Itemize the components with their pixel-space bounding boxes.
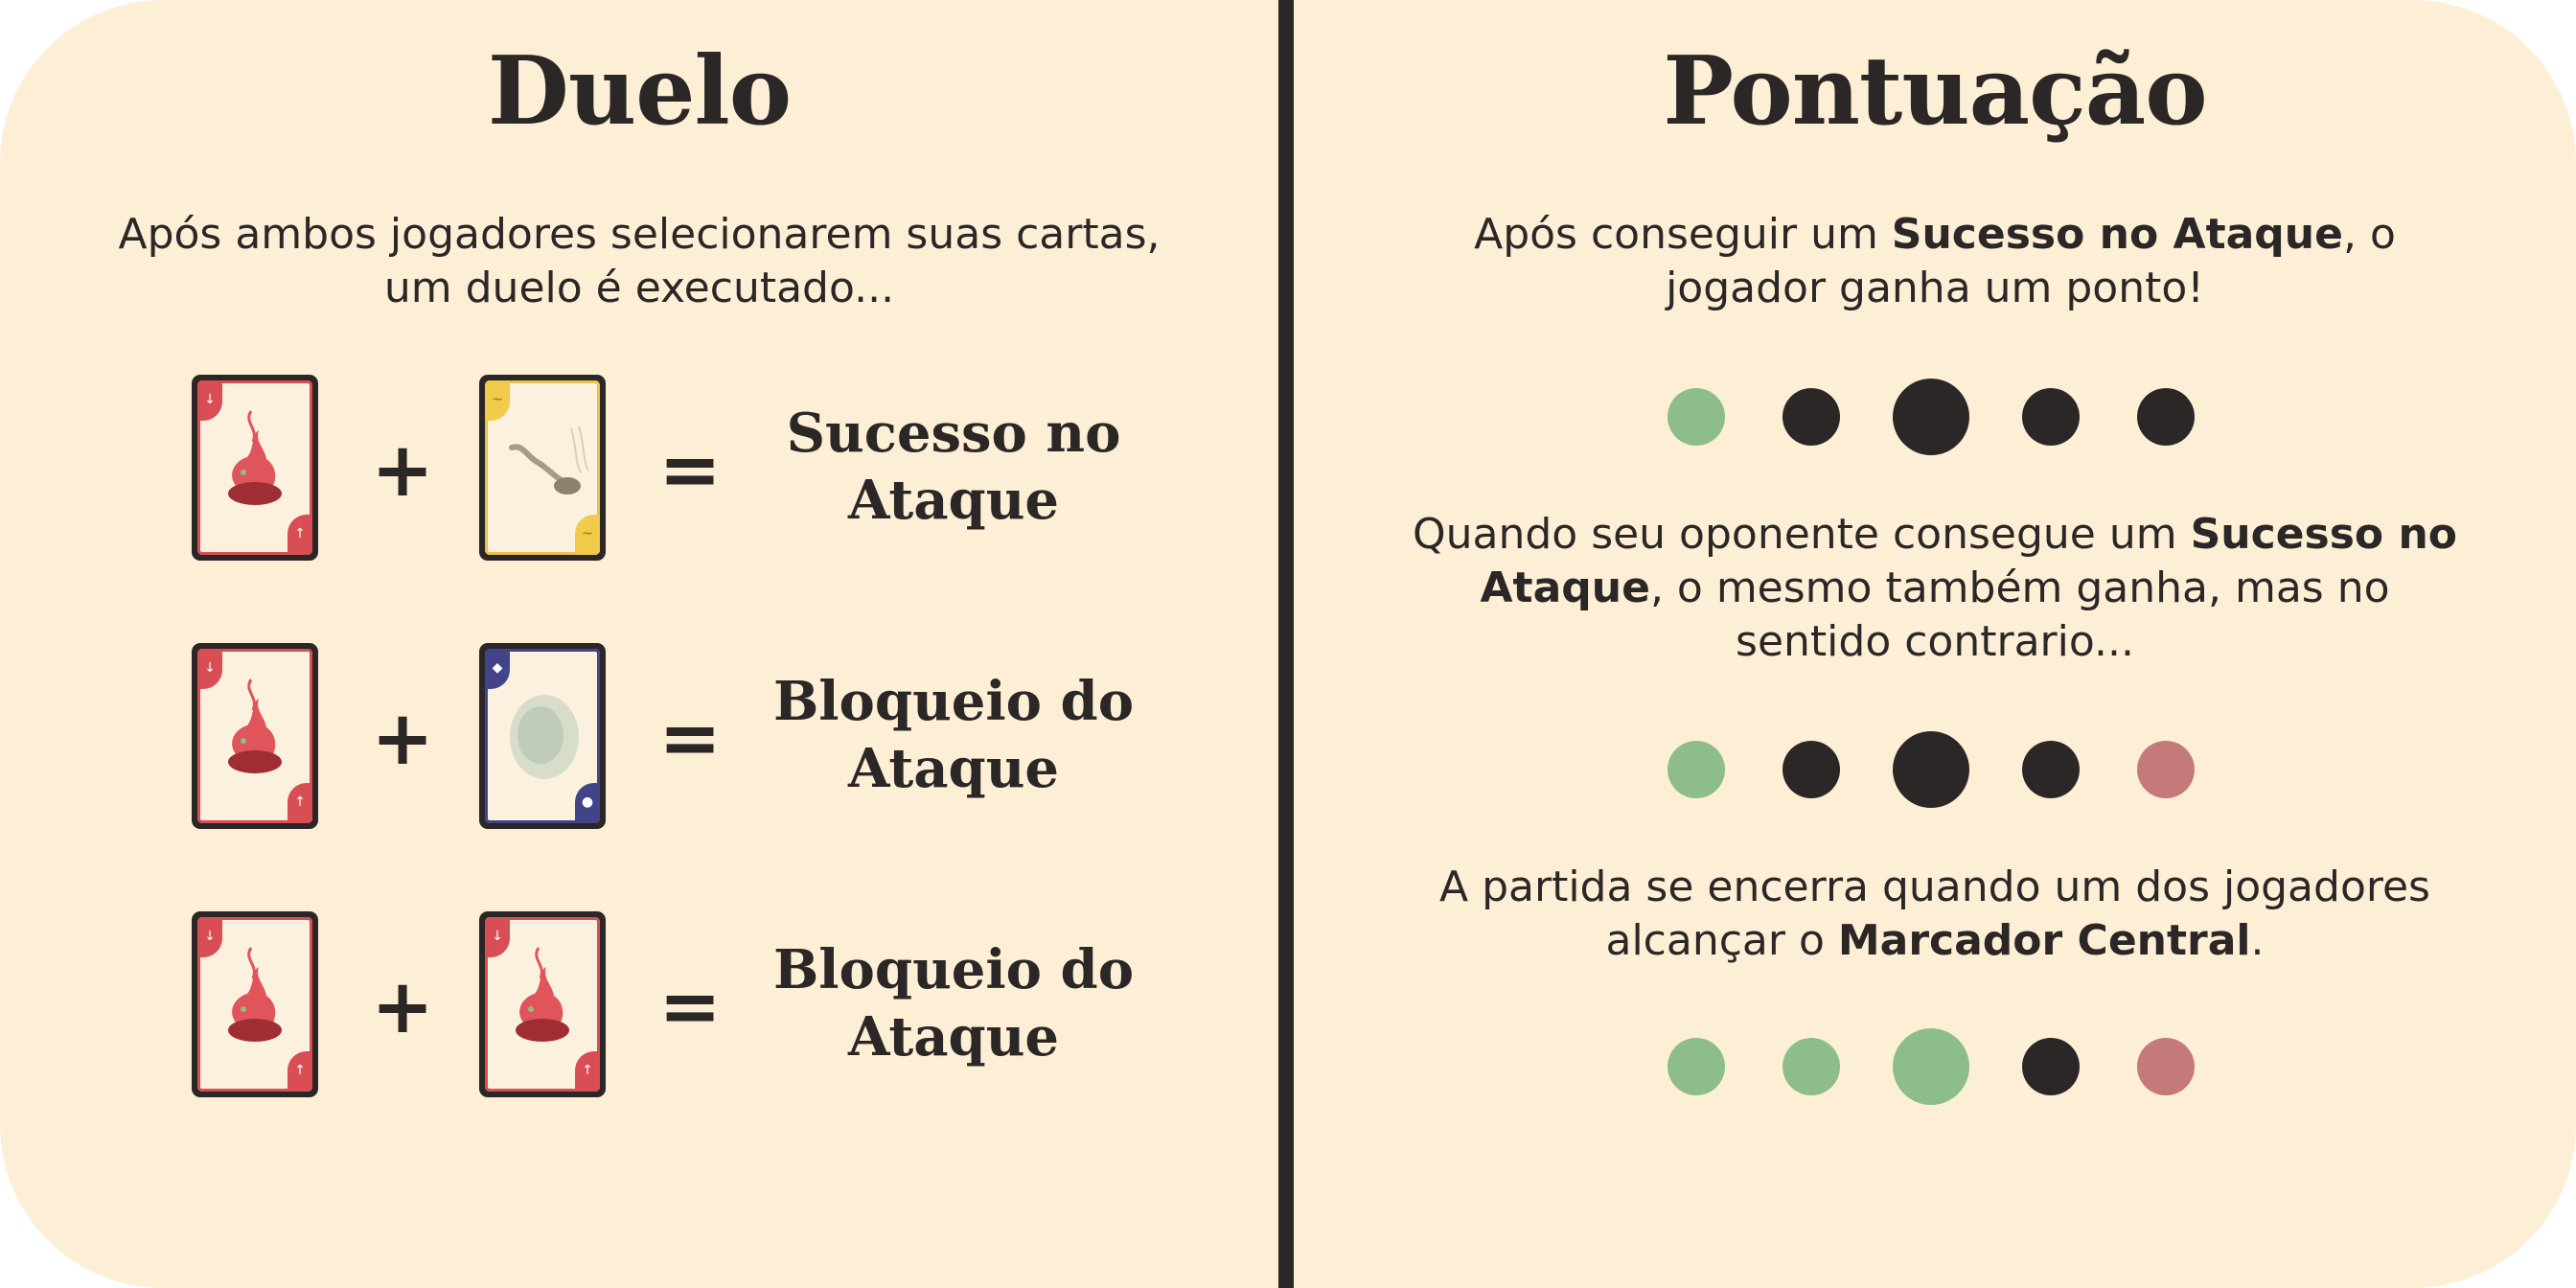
wind-icon: ~ [485, 380, 510, 421]
wind-icon: ~ [575, 515, 600, 555]
score-marker [2022, 1038, 2080, 1095]
result-line2: Ataque [847, 469, 1060, 532]
score-marker [2022, 388, 2080, 446]
plus-sign: + [371, 964, 434, 1050]
score-marker [2137, 741, 2195, 798]
red-attack-card [479, 911, 606, 1097]
result-line1: Bloqueio do [772, 938, 1135, 1001]
score-track [1294, 1024, 2576, 1110]
text: . [2250, 916, 2265, 965]
red-attack-card [192, 375, 318, 561]
scoring-title: Pontuação [1663, 36, 2207, 147]
score-marker [2137, 388, 2195, 446]
yellow-card [479, 375, 606, 561]
sword-up-icon: ↑ [288, 515, 312, 555]
text: alcançar o [1605, 916, 1838, 965]
score-marker [1668, 388, 1725, 446]
sword-down-icon: ↓ [197, 380, 222, 421]
sword-down-icon: ↓ [197, 917, 222, 957]
score-marker [1782, 388, 1840, 446]
plus-sign: + [371, 696, 434, 782]
red-attack-card [192, 643, 318, 829]
sword-down-icon: ↓ [197, 649, 222, 689]
duel-result [738, 400, 1169, 534]
central-marker [1893, 1028, 1969, 1105]
equals-sign: = [658, 427, 722, 514]
central-marker [1893, 379, 1969, 455]
duel-title: Duelo [487, 36, 792, 147]
bold-text: Sucesso no [2190, 510, 2457, 559]
score-track [1294, 374, 2576, 460]
bold-text: Marcador Central [1837, 916, 2251, 965]
central-marker [1893, 731, 1969, 808]
score-marker [2022, 741, 2080, 798]
duel-intro-line2: um duelo é executado... [383, 264, 895, 312]
result-line2: Ataque [847, 1005, 1060, 1069]
text: Após conseguir um [1474, 210, 1892, 259]
score-track [1294, 726, 2576, 813]
duel-row-attack-blocked [0, 643, 1278, 835]
scoring-paragraph-3 [1294, 861, 2576, 968]
text: sentido contrario... [1736, 617, 2134, 666]
text: , o [2342, 210, 2396, 259]
scoring-panel [1294, 0, 2576, 1288]
equals-sign: = [658, 964, 722, 1050]
panel-divider [1278, 0, 1294, 1288]
duel-intro [0, 208, 1278, 315]
scoring-paragraph-1 [1294, 208, 2576, 315]
sword-up-icon: ↑ [288, 1051, 312, 1092]
sword-up-icon: ↑ [288, 783, 312, 823]
drop-icon: ● [575, 783, 600, 823]
score-marker [1668, 1038, 1725, 1095]
scoring-paragraph-2 [1294, 508, 2576, 669]
score-marker [2137, 1038, 2195, 1095]
result-line1: Sucesso no [786, 402, 1121, 465]
sword-up-icon: ↑ [575, 1051, 600, 1092]
duel-row-attack-vs-attack [0, 911, 1278, 1103]
duel-panel [0, 0, 1278, 1288]
text: Quando seu oponente consegue um [1412, 510, 2191, 559]
duel-result [738, 936, 1169, 1070]
duel-result [738, 668, 1169, 802]
score-marker [1668, 741, 1725, 798]
text: jogador ganha um ponto! [1666, 264, 2204, 312]
duel-row-attack-success [0, 375, 1278, 566]
score-marker [1782, 1038, 1840, 1095]
equals-sign: = [658, 696, 722, 782]
blue-defense-card [479, 643, 606, 829]
duel-intro-line1: Após ambos jogadores selecionarem suas cartas, [118, 210, 1161, 259]
shield-icon: ◆ [485, 649, 510, 689]
text: , o mesmo também ganha, mas no [1649, 564, 2390, 612]
bold-text: Sucesso no Ataque [1891, 210, 2343, 259]
sword-down-icon: ↓ [485, 917, 510, 957]
plus-sign: + [371, 427, 434, 514]
text: A partida se encerra quando um dos jogadores [1439, 862, 2430, 911]
result-line2: Ataque [847, 737, 1060, 800]
red-attack-card [192, 911, 318, 1097]
score-marker [1782, 741, 1840, 798]
bold-text: Ataque [1480, 564, 1650, 612]
result-line1: Bloqueio do [772, 670, 1135, 733]
